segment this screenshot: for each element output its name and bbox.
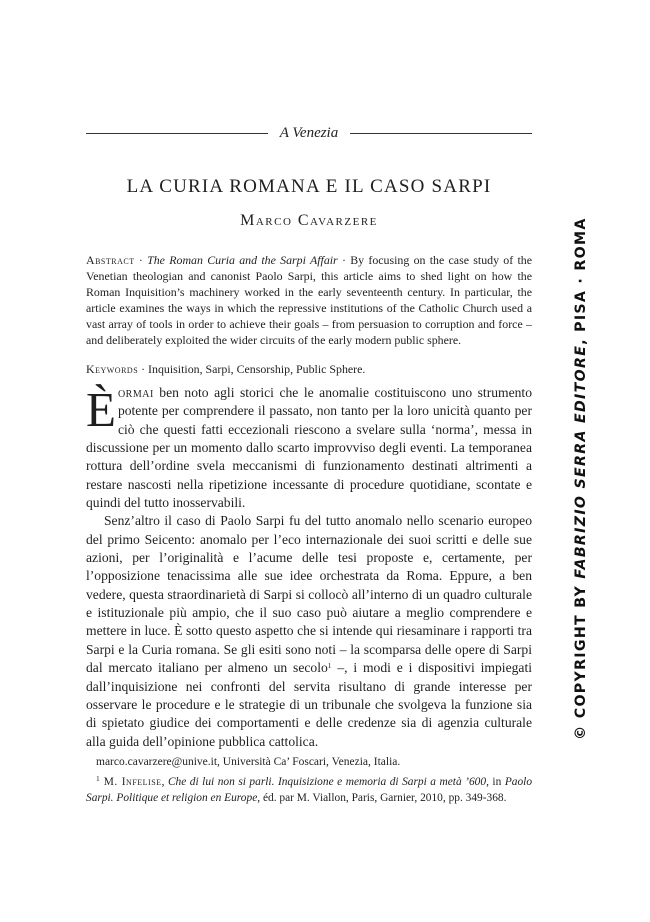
section-header-label: A Venezia — [279, 125, 339, 141]
abstract-separator: · — [134, 253, 148, 267]
lead-word: ormai — [117, 385, 154, 400]
body-paragraph-1 — [86, 384, 532, 512]
copyright-notice — [572, 217, 590, 740]
drop-cap: È — [86, 382, 116, 437]
abstract-text: · By focusing on the case study of the Venetian theologian and canonist Paolo Sarpi, this article aims to shed light on how the Roman Inquisition’s machinery worked in the early seventeenth century. In particular, the article examines the ways in which the repressive institutions of the Catholic Church used a vast array of tools in order to achieve their goals – from persuasion to corruption and force – and deliberately exploited the wider circuits of the early modern public sphere. — [86, 253, 533, 348]
paragraph-2-text-b: –, i modi e i dispositivi impiegati dall’inquisizione nei confronti del servita risultano di grande interesse per osservare le procedure e le strategie di un tribunale che svolgeva la funzione sia di spietato giudice dei comportamenti e delle credenze sia di agenzia culturale alla guida dell’opinione pubblica cattolica. — [86, 660, 533, 749]
keywords-label: Keywords — [86, 362, 139, 376]
article-title: LA CURIA ROMANA E IL CASO SARPI — [126, 176, 492, 197]
paragraph-1-text: ben noto agli storici che le anomalie costituiscono uno strumento potente per comprendere il passato, non tanto per la loro unicità quanto per ciò che questi fatti eccezionali riescono a svelare sulla ‘norma’, messa in discussione per un momento dallo scarto improvviso degli eventi. La temporanea rottura dell’ordine svela meccanismi di funzionamento destinati altrimenti a restare nascosti nella ripetizione incessante di procedure quotidiane, scontate e quindi del tutto inosservabili. — [86, 385, 532, 511]
footnote-separator-2: , in — [486, 776, 505, 788]
footnote-title-1: Che di lui non si parli. Inquisizione e memoria di Sarpi a metà ’600 — [167, 776, 487, 788]
body-text — [86, 384, 532, 751]
header-rule-right — [350, 133, 532, 134]
body-paragraph-2 — [86, 512, 532, 750]
footnote-1 — [86, 775, 532, 806]
copyright-prefix: © COPYRIGHT BY — [573, 578, 589, 740]
abstract — [86, 252, 532, 349]
keywords-text: · Inquisition, Sarpi, Censorship, Public Sphere. — [138, 362, 366, 376]
footnote-ref[interactable]: 1 — [327, 661, 332, 671]
footnote-separator: , — [161, 776, 168, 788]
abstract-english-title: The Roman Curia and the Sarpi Affair — [147, 253, 338, 267]
footnote-rest: , éd. par M. Viallon, Paris, Garnier, 2010, pp. 349-368. — [257, 791, 507, 804]
keywords — [86, 361, 532, 377]
footnote-author: M. Infelise — [99, 776, 162, 788]
footnote-number: 1 — [96, 774, 100, 783]
paragraph-2-text-a: Senz’altro il caso di Paolo Sarpi fu del tutto anomalo nello scenario europeo del primo Seicento: anomalo per l’eco internazionale dei suoi scritti e delle sue azioni, per l’originalità e l’acume delle tesi proposte e, certamente, per l’opposizione tenacissima alle sue idee orchestrata da Roma. Eppure, a ben vedere, questa straordinarietà di Sarpi si collocò all’interno di un quadro culturale e istituzionale più ampio, che il suo caso può aiutare a meglio comprendere e mettere in luce. È sotto questo aspetto che si intende qui riesaminare i rapporti tra Sarpi e la Curia romana. Se gli esiti sono noti – la scomparsa delle opere di Sarpi dal mercato italiano per almeno un secolo — [86, 513, 532, 676]
copyright-suffix: , PISA · ROMA — [573, 217, 589, 345]
footnote-title-2: Paolo Sarpi. Politique et religion en Europe — [86, 776, 533, 804]
header-rule-left — [86, 133, 268, 134]
author-affiliation: marco.cavarzere@unive.it, Università Ca’ Foscari, Venezia, Italia. — [96, 756, 401, 768]
section-header — [86, 125, 532, 142]
abstract-label: Abstract — [86, 253, 135, 267]
copyright-publisher: FABRIZIO SERRA EDITORE — [573, 344, 589, 579]
article-author: Marco Cavarzere — [240, 212, 378, 229]
